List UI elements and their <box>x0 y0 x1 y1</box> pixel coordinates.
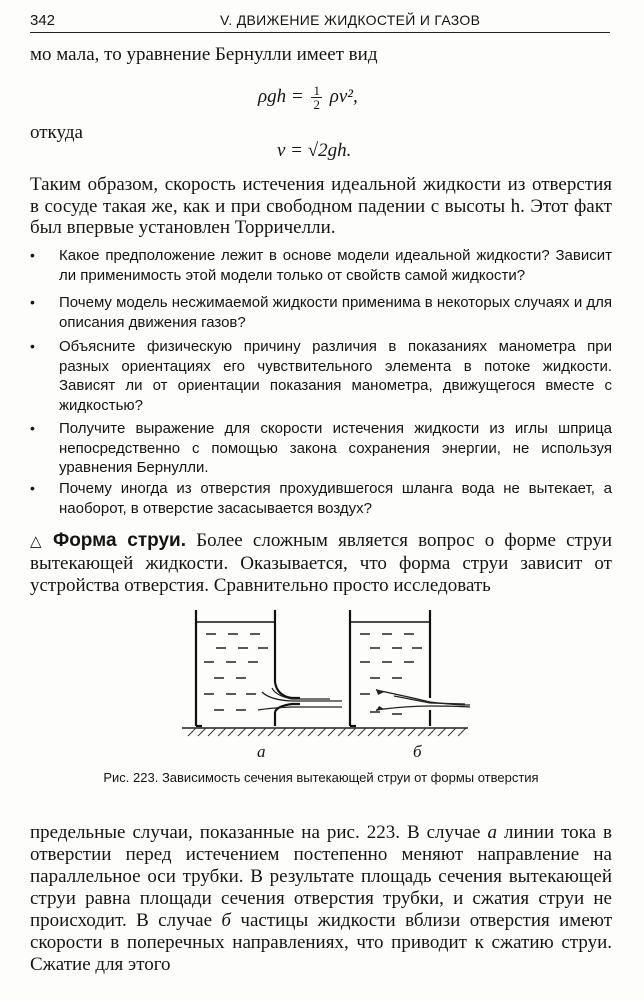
page-header <box>30 10 610 33</box>
section-text: Более сложным является вопрос о форме струи вытекающей жидкости. Оказывается, что форма струи зависит от устройства отверстия. Сравнительно просто исследовать <box>30 530 612 596</box>
figure-223 <box>180 606 470 766</box>
bullet-mark: • <box>30 480 35 496</box>
intro-line: мо мала, то уравнение Бернулли имеет вид <box>30 44 378 65</box>
running-head: V. ДВИЖЕНИЕ ЖИДКОСТЕЙ И ГАЗОВ <box>220 12 481 28</box>
question-text: Почему модель несжимаемой жидкости применима в некоторых случаях и для описания движения газов? <box>59 294 613 331</box>
page-number: 342 <box>30 12 56 29</box>
question-text: Получите выражение для скорости истечения жидкости из иглы шприца непосредственно с помощью закона сохранения энергии, не используя уравнения Бернулли. <box>59 420 612 476</box>
formula-lhs: ρgh = <box>258 85 304 107</box>
figure-drawing <box>180 606 470 746</box>
bullet-mark: • <box>30 294 35 310</box>
paragraph-torricelli: Таким образом, скорость истечения идеальной жидкости из отверстия в сосуде такая же, как и при свободном падении с высоты h. Этот факт был впервые установлен Торричелли. <box>30 174 612 238</box>
otkuda-word: откуда <box>30 122 83 143</box>
question-text: Почему иногда из отверстия прохудившегося шланга вода не вытекает, а наоборот, в отверстие засасывается воздух? <box>59 480 612 517</box>
bullet-mark: • <box>30 420 35 436</box>
fraction <box>311 84 322 111</box>
bullet-mark: • <box>30 247 35 263</box>
question-text: Какое предположение лежит в основе модели идеальной жидкости? Зависит ли применимость этой модели только от свойств самой жидкости? <box>59 247 612 284</box>
fraction-denominator: 2 <box>313 97 320 112</box>
fraction-numerator: 1 <box>313 83 320 98</box>
case-a-ref: а <box>487 822 497 843</box>
paragraph-text: частицы жидкости вблизи отверстия имеют скорости в поперечных направлениях, что приводит к сжатию струи. Сжатие для этого <box>30 910 613 975</box>
figure-label-b: б <box>413 742 422 761</box>
vessel-a <box>196 610 300 726</box>
bernoulli-formula <box>258 84 358 111</box>
section-jet-shape <box>30 530 612 597</box>
paragraph-text: предельные случаи, показанные на рис. 223. В случае <box>30 822 488 843</box>
torricelli-formula: v = √2gh. <box>277 140 352 161</box>
question-text: Объясните физическую причину различия в показаниях манометра при разных ориентациях его чувствительного элемента в потоке жидкости. Зависят ли от ориентации показания манометра, движущегося вместе с жидкостью? <box>59 338 612 414</box>
section-marker: △ <box>30 534 47 550</box>
section-title: Форма струи. <box>52 530 187 551</box>
formula-rhs: ρv², <box>329 85 358 107</box>
figure-label-a: а <box>257 742 266 761</box>
paragraph-limiting-cases <box>30 822 612 976</box>
figure-caption: Рис. 223. Зависимость сечения вытекающей струи от формы отверстия <box>103 770 539 785</box>
case-b-ref: б <box>221 910 231 931</box>
paragraph-text: линии тока в отверстии перед истечением постепенно меняют направление на параллельное оси трубки. В результате площадь сечения вытекающей струи равна площади сечения отверстия трубки, и сжатия струи не происходит. В случае <box>30 822 613 931</box>
bullet-mark: • <box>30 338 35 354</box>
